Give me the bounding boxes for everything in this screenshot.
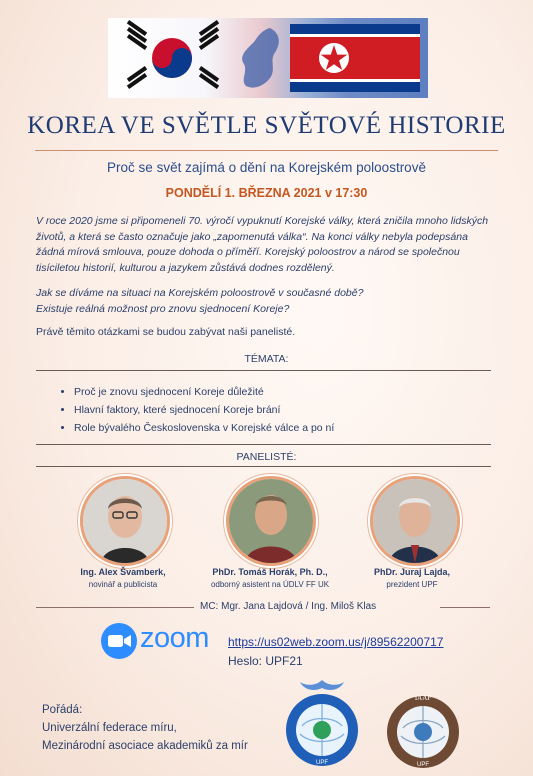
- question-1: Jak se díváme na situaci na Korejském poloostrově v současné době?: [36, 287, 364, 299]
- zoom-meeting-link[interactable]: https://us02web.zoom.us/j/89562200717: [228, 635, 444, 649]
- panelist-name: PhDr. Tomáš Horák, Ph. D.,: [212, 567, 328, 577]
- mc-divider-left: [36, 607, 194, 608]
- event-date: PONDĚLÍ 1. BŘEZNA 2021 v 17:30: [165, 186, 368, 200]
- topics-label: TÉMATA:: [244, 353, 289, 365]
- panelist-name: Ing. Alex Švamberk,: [80, 567, 166, 577]
- organizers-block: [42, 701, 248, 755]
- topics-divider-top: [36, 370, 491, 371]
- mc-divider-right: [440, 607, 490, 608]
- iaap-logo-icon: [380, 682, 466, 772]
- panelist-photo-svamberk: [80, 476, 170, 566]
- panelists-label: PANELISTÉ:: [236, 451, 297, 463]
- person-portrait-icon: [229, 479, 313, 563]
- title-divider: [35, 150, 498, 151]
- topics-divider-bottom: [36, 444, 491, 445]
- zoom-logo: zoom: [140, 622, 209, 654]
- upf-logo-short: UPF: [316, 760, 328, 766]
- topic-item: • Proč je znovu sjednocení Koreje důležité: [74, 383, 334, 401]
- north-korea-flag-icon: [290, 24, 420, 92]
- person-portrait-icon: [373, 479, 457, 563]
- panelist-photo-lajda: [370, 476, 460, 566]
- mc-line: MC: Mgr. Jana Lajdová / Ing. Miloš Klas: [200, 601, 377, 612]
- organizers-label: Pořádá:: [42, 704, 83, 716]
- person-portrait-icon: [83, 479, 167, 563]
- korean-peninsula-map-icon: [230, 26, 290, 92]
- topic-item: • Hlavní faktory, které sjednocení Koreje brání: [74, 401, 334, 419]
- intro-paragraph: V roce 2020 jsme si připomeneli 70. výročí vypuknutí Korejské války, která zničila mnoho lidských životů, a která se často označuje jako „zapomenutá válka“. Na konci války nebyla podepsána žádná mírová smlouva, pouze dohoda o příměří. Korejský poloostrov a národ se společnou tisíciletou historií, kulturou a jazykem zůstává dodnes rozdělený.: [36, 215, 489, 274]
- panelist-photo-horak: [226, 476, 316, 566]
- subtitle: Proč se svět zajímá o dění na Korejském poloostrově: [107, 160, 426, 175]
- question-2: Existuje reálná možnost pro znovu sjednocení Koreje?: [36, 303, 290, 315]
- upf-logo-icon: [276, 676, 368, 772]
- topics-list: [58, 383, 334, 437]
- panelists-divider: [36, 466, 491, 467]
- topic-item: • Role bývalého Československa v Korejské válce a po ní: [74, 419, 334, 437]
- iaap-logo-bottom: UPF: [417, 762, 429, 768]
- page-title: KOREA VE SVĚTLE SVĚTOVÉ HISTORIE: [27, 112, 506, 139]
- panelist-role: odborný asistent na ÚDLV FF UK: [210, 580, 330, 589]
- south-korea-flag-icon: [120, 20, 230, 94]
- zoom-camera-icon: [100, 622, 138, 660]
- meeting-password: Heslo: UPF21: [228, 654, 303, 668]
- organizer-2: Mezinárodní asociace akademiků za mír: [42, 740, 248, 752]
- panelist-role: novinář a publicista: [88, 580, 158, 589]
- panelist-role: prezident UPF: [386, 580, 438, 589]
- iaap-logo-short: IAAP: [414, 694, 432, 702]
- organizer-1: Univerzální federace míru,: [42, 722, 177, 734]
- intro-closing: Právě těmito otázkami se budou zabývat naši panelisté.: [36, 326, 296, 338]
- panelist-name: PhDr. Juraj Lajda,: [373, 567, 451, 577]
